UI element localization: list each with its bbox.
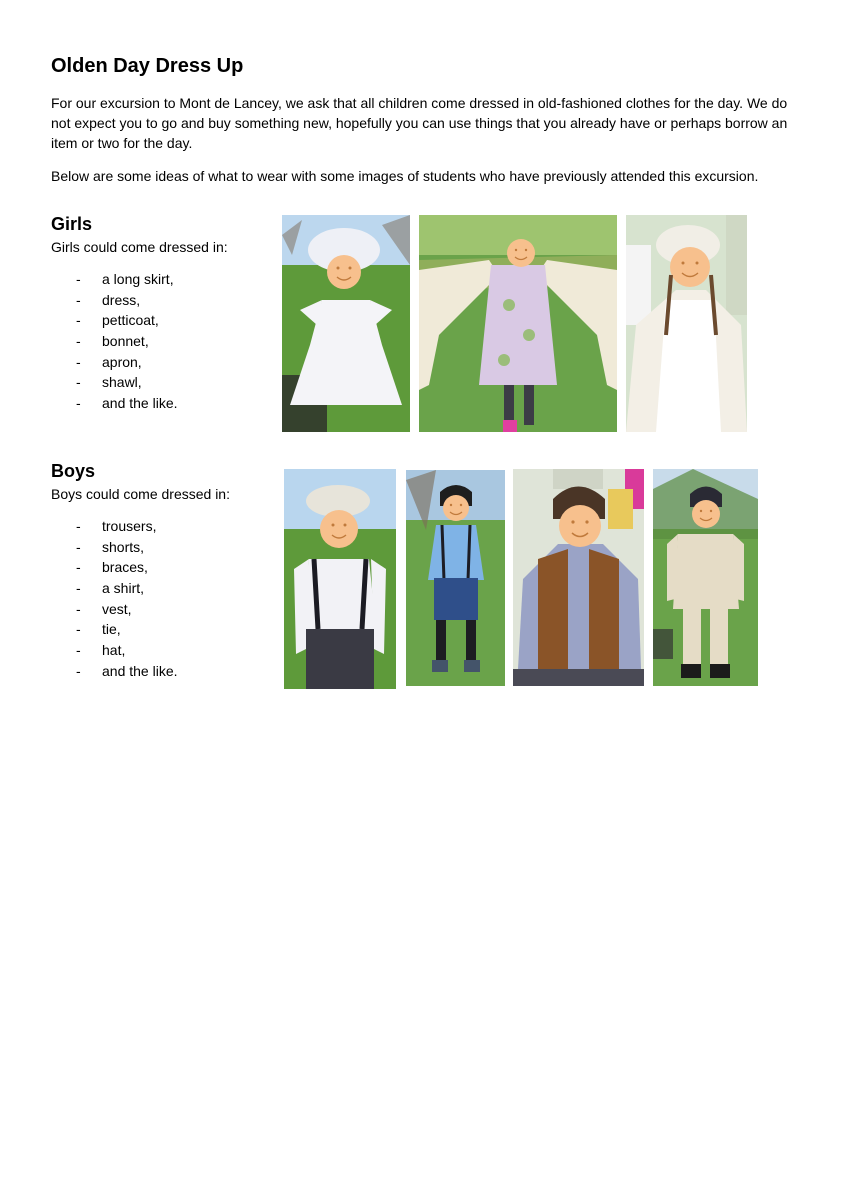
girls-heading: Girls bbox=[51, 214, 93, 234]
girl-photo-1 bbox=[282, 215, 410, 432]
boys-intro: Boys could come dressed in: bbox=[51, 486, 230, 502]
girl-photo-3 bbox=[626, 215, 747, 432]
girls-intro: Girls could come dressed in: bbox=[51, 239, 228, 255]
boy-photo-4 bbox=[653, 469, 758, 686]
document-page: Olden Day Dress Up For our excursion to Mont de Lancey, we ask that all children come dressed in old-fashioned clothes for the day. We do not expect you to go and buy something new, hopefully you can use things that you already have or perhaps borrow an item or two for the day. Below are some ideas of what to wear with some images of students who have previously attended this excursion. Girls Girls could come dressed in: - a long skirt, - dress, - petticoat, - bonnet, - apron, - shawl, - and the like. Boys Boys could come dressed in: - trousers, - shorts, - braces, - a shirt, - vest, - tie, - hat, - and the like. bbox=[0, 0, 849, 1200]
intro-paragraph: For our excursion to Mont de Lancey, we ask that all children come dressed in old-fashioned clothes for the day. We do not expect you to go and buy something new, hopefully you can use things that you already have or perhaps borrow an item or two for the day. bbox=[51, 95, 788, 151]
boy-photo-3 bbox=[513, 469, 644, 686]
page-title: Olden Day Dress Up bbox=[51, 55, 244, 77]
boy-photo-2 bbox=[406, 470, 505, 686]
girl-photo-2 bbox=[419, 215, 617, 432]
boy-photo-1 bbox=[284, 469, 396, 689]
ideas-paragraph: Below are some ideas of what to wear with some images of students who have previously attended this excursion. bbox=[51, 168, 759, 184]
boys-heading: Boys bbox=[51, 461, 96, 481]
